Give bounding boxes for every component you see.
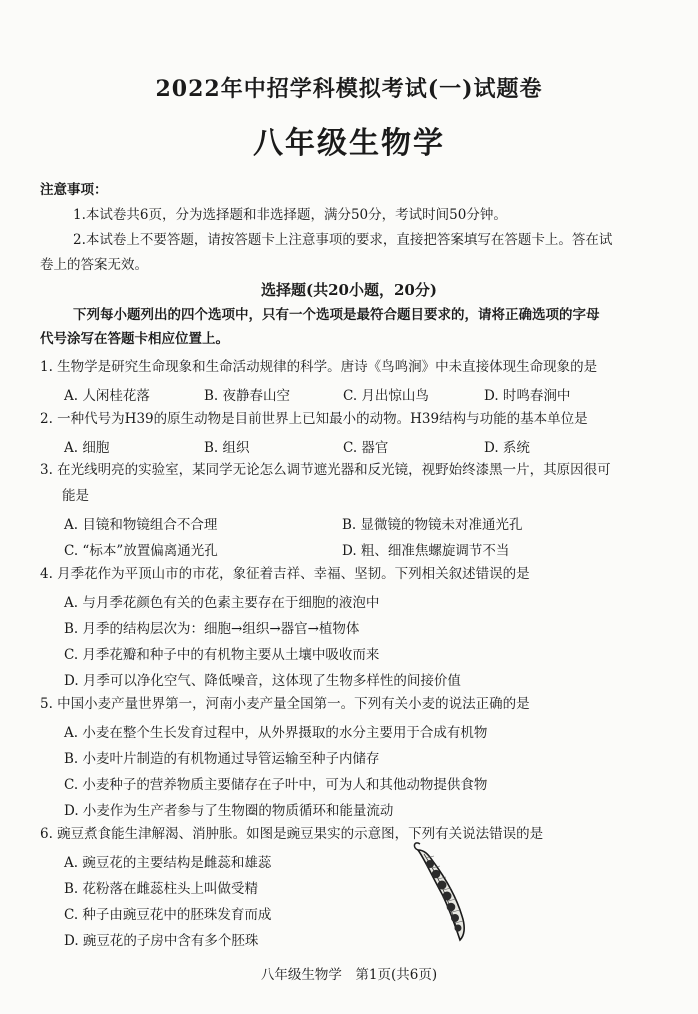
question-1-option-c: C. 月出惊山鸟 bbox=[343, 388, 429, 404]
pea-seed bbox=[451, 914, 459, 922]
question-4-stem: 4. 月季花作为平顶山市的市花，象征着吉祥、幸福、坚韧。下列相关叙述错误的是 bbox=[40, 566, 530, 582]
question-4-option-a: A. 与月季花颜色有关的色素主要存在于细胞的液泡中 bbox=[64, 595, 380, 611]
exam-title: 2022年中招学科模拟考试(一)试题卷 bbox=[155, 76, 543, 102]
pea-stem-curl bbox=[414, 843, 420, 850]
question-3-stem-line-1: 3. 在光线明亮的实验室，某同学无论怎么调节遮光器和反光镜，视野始终漆黑一片，其原因很可 bbox=[40, 462, 611, 478]
pea-seed bbox=[443, 892, 452, 901]
section-title: 选择题(共20小题，20分) bbox=[261, 281, 437, 299]
question-2-option-c: C. 器官 bbox=[343, 440, 389, 456]
section-instruction-line-1: 下列每小题列出的四个选项中，只有一个选项是最符合题目要求的，请将正确选项的字母 bbox=[73, 307, 600, 323]
question-1-stem: 1. 生物学是研究生命现象和生命活动规律的科学。唐诗《鸟鸣涧》中未直接体现生命现象的是 bbox=[40, 359, 598, 375]
question-4-option-d: D. 月季可以净化空气、降低噪音，这体现了生物多样性的间接价值 bbox=[64, 673, 461, 689]
question-1-option-d: D. 时鸣春涧中 bbox=[484, 388, 571, 404]
question-3-option-d: D. 粗、细准焦螺旋调节不当 bbox=[342, 543, 510, 559]
pea-seed bbox=[426, 860, 434, 868]
question-1-option-b: B. 夜静春山空 bbox=[204, 388, 291, 404]
note-2-line-1: 2.本试卷上不要答题，请按答题卡上注意事项的要求，直接把答案填写在答题卡上。答在试 bbox=[73, 232, 613, 248]
section-instruction-line-2: 代号涂写在答题卡相应位置上。 bbox=[40, 331, 229, 347]
question-4-option-c: C. 月季花瓣和种子中的有机物主要从土壤中吸收而来 bbox=[64, 647, 380, 663]
question-5-option-b: B. 小麦叶片制造的有机物通过导管运输至种子内储存 bbox=[64, 751, 380, 767]
question-6-option-d: D. 豌豆花的子房中含有多个胚珠 bbox=[64, 933, 259, 949]
pea-seed bbox=[438, 881, 447, 890]
question-5-stem: 5. 中国小麦产量世界第一，河南小麦产量全国第一。下列有关小麦的说法正确的是 bbox=[40, 696, 530, 712]
page-footer: 八年级生物学 第1页(共6页) bbox=[260, 967, 438, 983]
pea-pod-illustration bbox=[410, 836, 480, 946]
question-2-option-a: A. 细胞 bbox=[64, 440, 110, 456]
question-6-option-b: B. 花粉落在雌蕊柱头上叫做受精 bbox=[64, 881, 259, 897]
question-3-option-a: A. 目镜和物镜组合不合理 bbox=[64, 517, 218, 533]
exam-subject: 八年级生物学 bbox=[253, 126, 445, 161]
question-2-stem: 2. 一种代号为H39的原生动物是目前世界上已知最小的动物。H39结构与功能的基本单位是 bbox=[40, 411, 588, 427]
notes-heading: 注意事项： bbox=[40, 182, 108, 198]
pea-seed bbox=[447, 903, 456, 912]
question-5-option-c: C. 小麦种子的营养物质主要储存在子叶中，可为人和其他动物提供食物 bbox=[64, 777, 488, 793]
note-2-line-2: 卷上的答案无效。 bbox=[40, 257, 148, 273]
note-1: 1.本试卷共6页，分为选择题和非选择题，满分50分，考试时间50分钟。 bbox=[73, 207, 507, 223]
pea-seed bbox=[455, 925, 462, 932]
question-6-option-c: C. 种子由豌豆花中的胚珠发育而成 bbox=[64, 907, 272, 923]
question-6-option-a: A. 豌豆花的主要结构是雌蕊和雄蕊 bbox=[64, 855, 272, 871]
question-2-option-b: B. 组织 bbox=[204, 440, 250, 456]
question-5-option-d: D. 小麦作为生产者参与了生物圈的物质循环和能量流动 bbox=[64, 803, 394, 819]
question-5-option-a: A. 小麦在整个生长发育过程中，从外界摄取的水分主要用于合成有机物 bbox=[64, 725, 488, 741]
question-4-option-b: B. 月季的结构层次为：细胞→组织→器官→植物体 bbox=[64, 621, 360, 637]
question-6-stem: 6. 豌豆煮食能生津解渴、消肿胀。如图是豌豆果实的示意图，下列有关说法错误的是 bbox=[40, 826, 544, 842]
question-3-option-c: C. “标本”放置偏离通光孔 bbox=[64, 543, 218, 559]
question-3-option-b: B. 显微镜的物镜未对准通光孔 bbox=[342, 517, 523, 533]
question-3-stem-line-2: 能是 bbox=[62, 488, 89, 504]
question-1-option-a: A. 人闲桂花落 bbox=[64, 388, 150, 404]
question-2-option-d: D. 系统 bbox=[484, 440, 530, 456]
pea-seed bbox=[432, 870, 441, 879]
